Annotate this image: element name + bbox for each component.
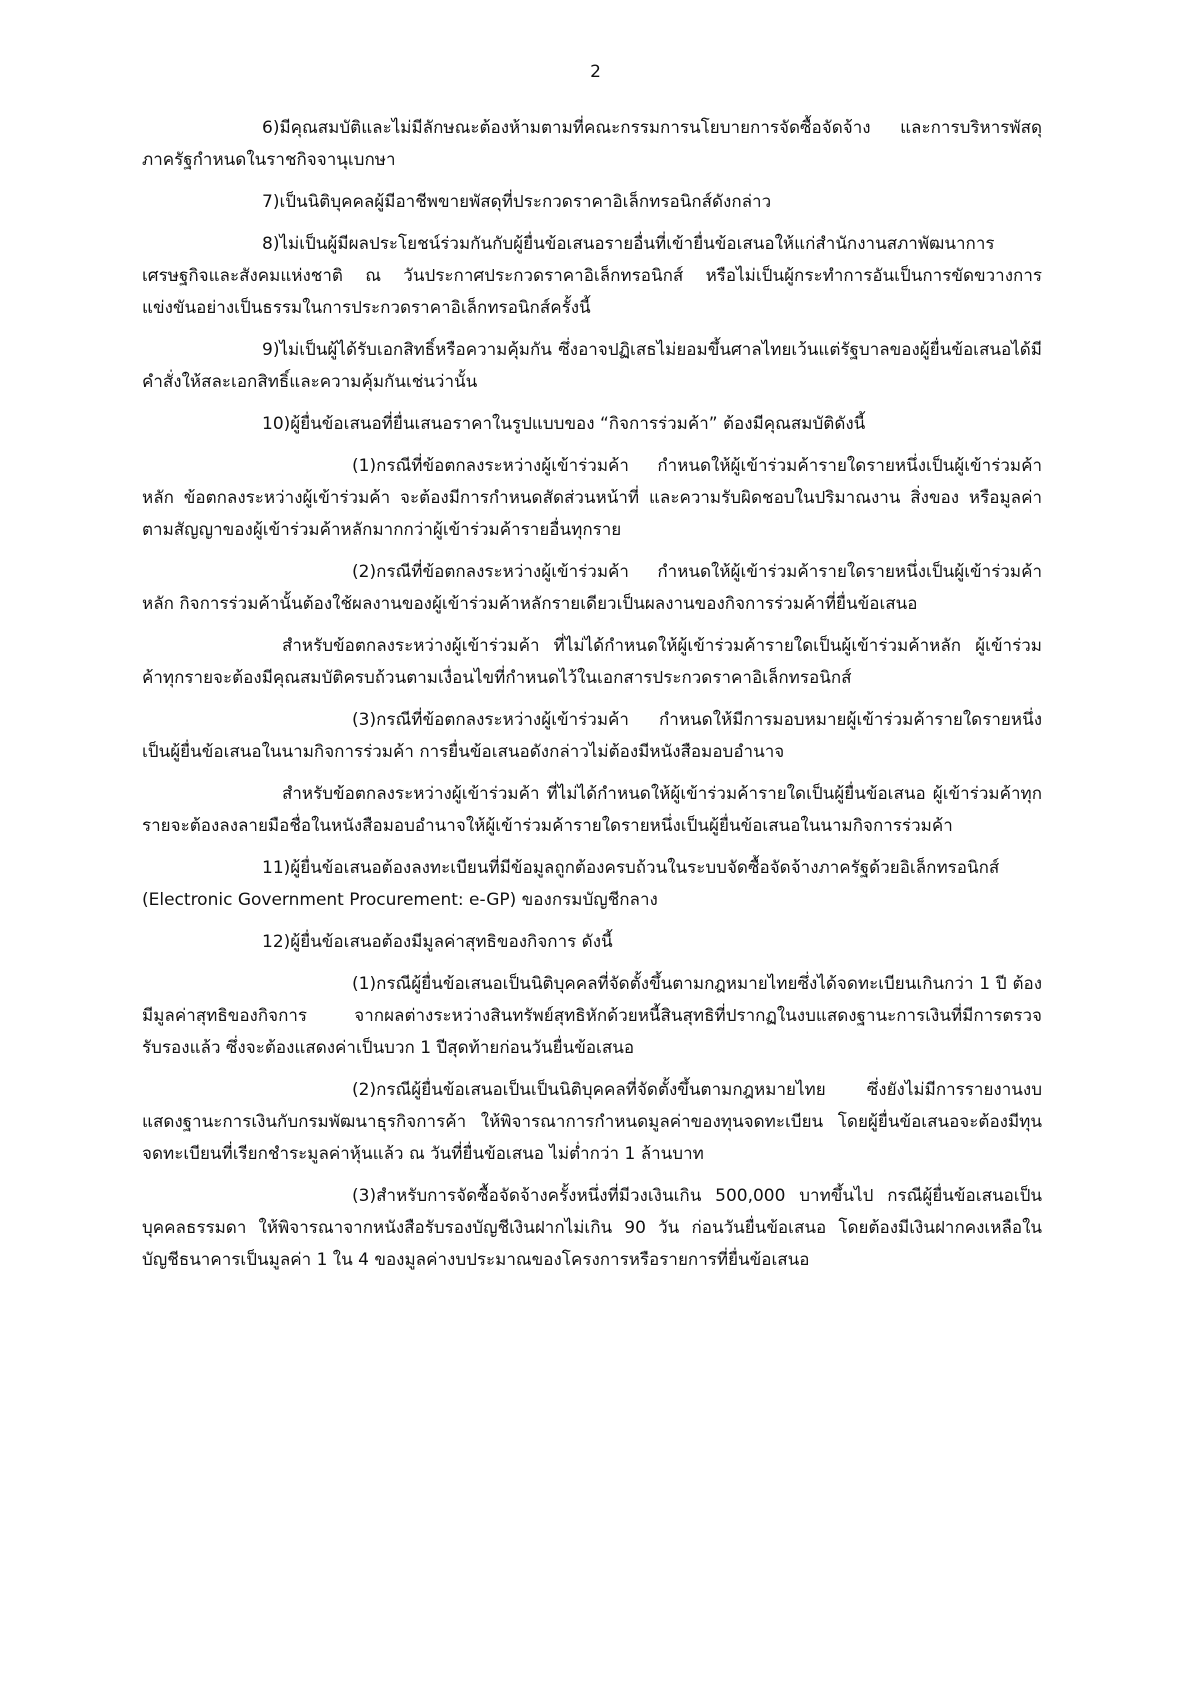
paragraph-10-1 xyxy=(142,450,1042,546)
paragraph-6 xyxy=(142,112,1042,176)
paragraph-text: กรณีผู้ยื่นข้อเสนอเป็นเป็นนิติบุคคลที่จัดตั้งขึ้นตามกฎหมายไทย ซึ่งยังไม่มีการรายงานงบแสดงฐานะการเงินกับกรมพัฒนาธุรกิจการค้า ให้พิจารณาการกำหนดมูลค่าของทุนจดทะเบียน โดยผู้ยื่นข้อเสนอจะต้องมีทุนจดทะเบียนที่เรียกชำระมูลค่าหุ้นแล้ว ณ วันที่ยื่นข้อเสนอ ไม่ต่ำกว่า 1 ล้านบาท xyxy=(142,1080,1042,1164)
paragraph-12-1 xyxy=(142,968,1042,1064)
paragraph-8 xyxy=(142,228,1042,324)
paragraph-text: ไม่เป็นผู้ได้รับเอกสิทธิ์หรือความคุ้มกัน ซึ่งอาจปฏิเสธไม่ยอมขึ้นศาลไทยเว้นแต่รัฐบาลของผู้ยื่นข้อเสนอได้มีคำสั่งให้สละเอกสิทธิ์และความคุ้มกันเช่นว่านั้น xyxy=(142,340,1042,392)
item-number: 8) xyxy=(262,234,280,254)
item-number: 10) xyxy=(262,414,291,434)
item-number: (1) xyxy=(352,974,377,994)
page-number: 2 xyxy=(590,62,601,82)
paragraph-12-2 xyxy=(142,1074,1042,1170)
item-number: 9) xyxy=(262,340,280,360)
paragraph-text: สำหรับข้อตกลงระหว่างผู้เข้าร่วมค้า ที่ไม่ได้กำหนดให้ผู้เข้าร่วมค้ารายใดเป็นผู้ยื่นข้อเสนอ ผู้เข้าร่วมค้าทุกรายจะต้องลงลายมือชื่อในหนังสือมอบอำนาจให้ผู้เข้าร่วมค้ารายใดรายหนึ่งเป็นผู้ยื่นข้อเสนอในนามกิจการร่วมค้า xyxy=(142,784,1042,836)
item-number: 6) xyxy=(262,118,280,138)
paragraph-text: สำหรับการจัดซื้อจัดจ้างครั้งหนึ่งที่มีวงเงินเกิน 500,000 บาทขึ้นไป กรณีผู้ยื่นข้อเสนอเป็นบุคคลธรรมดา ให้พิจารณาจากหนังสือรับรองบัญชีเงินฝากไม่เกิน 90 วัน ก่อนวันยื่นข้อเสนอ โดยต้องมีเงินฝากคงเหลือในบัญชีธนาคารเป็นมูลค่า 1 ใน 4 ของมูลค่างบประมาณของโครงการหรือรายการที่ยื่นข้อเสนอ xyxy=(142,1186,1042,1270)
paragraph-10-2 xyxy=(142,556,1042,620)
item-number: 11) xyxy=(262,858,291,878)
paragraph-7 xyxy=(142,186,1042,218)
item-number: (2) xyxy=(352,1080,377,1100)
paragraph-text: กรณีที่ข้อตกลงระหว่างผู้เข้าร่วมค้า กำหนดให้ผู้เข้าร่วมค้ารายใดรายหนึ่งเป็นผู้เข้าร่วมค้าหลัก กิจการร่วมค้านั้นต้องใช้ผลงานของผู้เข้าร่วมค้าหลักรายเดียวเป็นผลงานของกิจการร่วมค้าที่ยื่นข้อเสนอ xyxy=(142,562,1042,614)
item-number: 7) xyxy=(262,192,280,212)
item-number: (3) xyxy=(352,1186,377,1206)
paragraph-12 xyxy=(142,926,1042,958)
paragraph-text: ผู้ยื่นข้อเสนอต้องมีมูลค่าสุทธิของกิจการ ดังนี้ xyxy=(290,932,613,952)
paragraph-text: สำหรับข้อตกลงระหว่างผู้เข้าร่วมค้า ที่ไม่ได้กำหนดให้ผู้เข้าร่วมค้ารายใดเป็นผู้เข้าร่วมค้าหลัก ผู้เข้าร่วมค้าทุกรายจะต้องมีคุณสมบัติครบถ้วนตามเงื่อนไขที่กำหนดไว้ในเอกสารประกวดราคาอิเล็กทรอนิกส์ xyxy=(142,636,1042,688)
paragraph-text: ผู้ยื่นข้อเสนอที่ยื่นเสนอราคาในรูปแบบของ “กิจการร่วมค้า” ต้องมีคุณสมบัติดังนี้ xyxy=(290,414,866,434)
paragraph-text: กรณีที่ข้อตกลงระหว่างผู้เข้าร่วมค้า กำหนดให้ผู้เข้าร่วมค้ารายใดรายหนึ่งเป็นผู้เข้าร่วมค้าหลัก ข้อตกลงระหว่างผู้เข้าร่วมค้า จะต้องมีการกำหนดสัดส่วนหน้าที่ และความรับผิดชอบในปริมาณงาน สิ่งของ หรือมูลค่าตามสัญญาของผู้เข้าร่วมค้าหลักมากกว่าผู้เข้าร่วมค้ารายอื่นทุกราย xyxy=(142,456,1042,540)
paragraph-11 xyxy=(142,852,1042,916)
document-body xyxy=(142,112,1042,1286)
paragraph-text: ผู้ยื่นข้อเสนอต้องลงทะเบียนที่มีข้อมูลถูกต้องครบถ้วนในระบบจัดซื้อจัดจ้างภาครัฐด้วยอิเล็กทรอนิกส์ (Electronic Government Procurement: e-GP) ของกรมบัญชีกลาง xyxy=(142,858,1000,910)
item-number: 12) xyxy=(262,932,291,952)
paragraph-12-3 xyxy=(142,1180,1042,1276)
paragraph-text: มีคุณสมบัติและไม่มีลักษณะต้องห้ามตามที่คณะกรรมการนโยบายการจัดซื้อจัดจ้าง และการบริหารพัสดุภาครัฐกำหนดในราชกิจจานุเบกษา xyxy=(142,118,1042,170)
paragraph-text: กรณีผู้ยื่นข้อเสนอเป็นนิติบุคคลที่จัดตั้งขึ้นตามกฎหมายไทยซึ่งได้จดทะเบียนเกินกว่า 1 ปี ต้องมีมูลค่าสุทธิของกิจการ จากผลต่างระหว่างสินทรัพย์สุทธิหักด้วยหนี้สินสุทธิที่ปรากฏในงบแสดงฐานะการเงินที่มีการตรวจรับรองแล้ว ซึ่งจะต้องแสดงค่าเป็นบวก 1 ปีสุดท้ายก่อนวันยื่นข้อเสนอ xyxy=(142,974,1042,1058)
paragraph-10 xyxy=(142,408,1042,440)
paragraph-text: ไม่เป็นผู้มีผลประโยชน์ร่วมกันกับผู้ยื่นข้อเสนอรายอื่นที่เข้ายื่นข้อเสนอให้แก่สำนักงานสภาพัฒนาการเศรษฐกิจและสังคมแห่งชาติ ณ วันประกาศประกวดราคาอิเล็กทรอนิกส์ หรือไม่เป็นผู้กระทำการอันเป็นการขัดขวางการแข่งขันอย่างเป็นธรรมในการประกวดราคาอิเล็กทรอนิกส์ครั้งนี้ xyxy=(142,234,1042,318)
item-number: (1) xyxy=(352,456,377,476)
paragraph-10-3 xyxy=(142,704,1042,768)
paragraph-text: เป็นนิติบุคคลผู้มีอาชีพขายพัสดุที่ประกวดราคาอิเล็กทรอนิกส์ดังกล่าว xyxy=(279,192,772,212)
paragraph-10-3-note xyxy=(142,778,1042,842)
paragraph-10-2-note xyxy=(142,630,1042,694)
item-number: (3) xyxy=(352,710,377,730)
item-number: (2) xyxy=(352,562,377,582)
paragraph-text: กรณีที่ข้อตกลงระหว่างผู้เข้าร่วมค้า กำหนดให้มีการมอบหมายผู้เข้าร่วมค้ารายใดรายหนึ่งเป็นผู้ยื่นข้อเสนอในนามกิจการร่วมค้า การยื่นข้อเสนอดังกล่าวไม่ต้องมีหนังสือมอบอำนาจ xyxy=(142,710,1042,762)
paragraph-9 xyxy=(142,334,1042,398)
